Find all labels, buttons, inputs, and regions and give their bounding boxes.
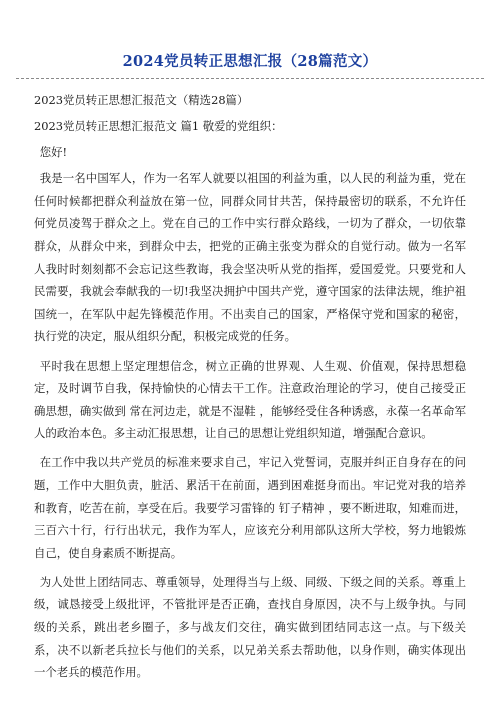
document-body <box>34 89 466 690</box>
paragraph: 平时我在思想上坚定理想信念，树立正确的世界观、人生观、价值观，保持思想稳定，及时调节自我，保持愉快的心情去干工作。注意政治理论的学习，使自己接受正确思想，确实做到 常在河边走，就是不湿鞋 ，能够经受住各种诱惑，永葆一名革命军人的政治本色。多主动汇报思想，让自己的思想让党组织知道，增强配合意识。 <box>34 358 466 441</box>
greeting: 您好! <box>39 145 68 160</box>
paragraph: 我是一名中国军人，作为一名军人就要以祖国的利益为重，以人民的利益为重，党在任何时候都把群众利益放在第一位，同群众同甘共苦，保持最密切的联系，不允许任何党员凌驾于群众之上。党在自己的工作中实行群众路线，一切为了群众，一切依靠群众，从群众中来，到群众中去，把党的正确主张变为群众的自觉行动。做为一名军人我时时刻刻都不会忘记这些教诲，我会坚决听从党的指挥，爱国爱党。只要党和人民需要，我就会奉献我的一切!我坚决拥护中国共产党，遵守国家的法律法规，维护祖国统一，在军队中起先锋模范作用。不出卖自己的国家，严格保守党和国家的秘密，执行党的决定，服从组织分配，积极完成党的任务。 <box>34 171 466 344</box>
paragraph: 为人处世上团结同志、尊重领导，处理得当与上级、同级、下级之间的关系。尊重上级，诚恳接受上级批评，不管批评是否正确，查找自身原因，决不与上级争执。与同级的关系，跳出老乡圈子，多与战友们交往，确实做到团结同志这一点。与下级关系，决不以新老兵拉长与他们的关系，以兄弟关系去帮助他，以身作则，确实体现出一个老兵的模范作用。 <box>34 574 466 680</box>
subtitle-line: 2023党员转正思想汇报范文（精选28篇） <box>34 93 249 107</box>
document-title: 2024党员转正思想汇报（28篇范文） <box>122 53 378 70</box>
title-divider <box>16 78 484 79</box>
paragraph: 在工作中我以共产党员的标准来要求自己，牢记入党誓词，克服并纠正自身存在的问题，工作中大胆负责，脏活、累活干在前面，遇到困难挺身而出。牢记党对我的培养和教育，吃苦在前，享受在后。我要学习雷锋的 钉子精神 ，要不断进取，知难而进， 三百六十行，行行出状元，我作为军人，应该充分利用部队这所大学校，努力地锻炼自己，使自身素质不断提高。 <box>34 455 466 560</box>
section-heading: 2023党员转正思想汇报范文 篇1 敬爱的党组织： <box>34 119 283 134</box>
